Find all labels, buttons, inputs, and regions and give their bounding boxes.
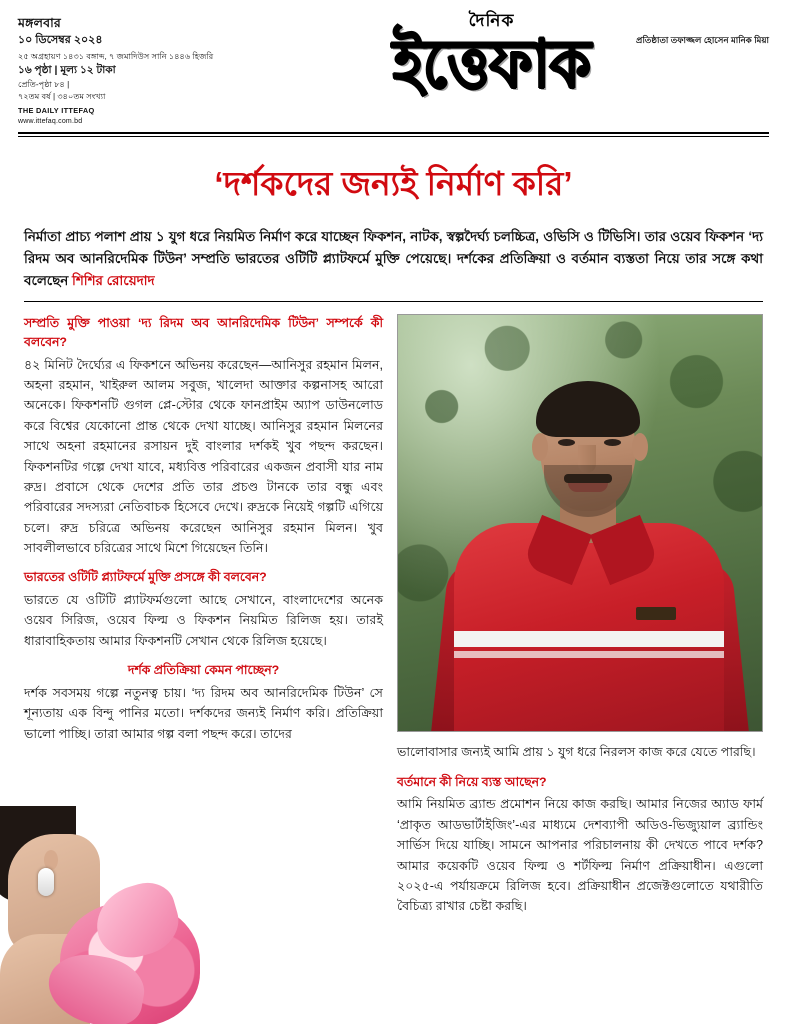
answer-3-continued: ভালোবাসার জন্যই আমি প্রায় ১ যুগ ধরে নিরলস কাজ করে যেতে পারছি। <box>397 745 756 760</box>
answer-2: ভারতে যে ওটিটি প্ল্যাটফর্মগুলো আছে সেখানে, বাংলাদেশের অনেক ওয়েব সিরিজ, ওয়েব ফিল্ম ও ফিকশন নিয়মিত রিলিজ হয়। তারই ধারাবাহিকতায় আমার ফিকশনটি সেখান থেকে রিলিজ হয়েছে। <box>24 593 383 648</box>
page-price: ১৬ পৃষ্ঠা | মূল্য ১২ টাকা <box>18 64 116 77</box>
answer-4: আমি নিয়মিত ব্র্যান্ড প্রমোশন নিয়ে কাজ করছি। আমার নিজের অ্যাড ফার্ম ‘প্রাকৃত আডভার্টাইজিং’-এর মাধ্যমে দেশব্যাপী অডিও-ভিজ্যুয়াল ব্র্যান্ডিং সার্ভিস দিয়ে যাচ্ছি। সামনে আপনার পরিচালনায় কী দেখতে পাবে দর্শক? আমার কয়েকটি ওয়েব ফিল্ম ও শর্টফিল্ম নির্মাণ প্রক্রিয়াধীন। এগুলো ২০২৫-এ পর্যায়ক্রমে রিলিজ হবে। প্রক্রিয়াধীন প্রজেক্টগুলোতে যথারীতি বৈচিত্র্য রাখার চেষ্টা করছি। <box>397 797 763 914</box>
masthead-logo: ইত্তেফাক <box>392 26 591 102</box>
masthead-dateblock <box>18 10 214 127</box>
model-earring <box>38 868 54 896</box>
question-1: সম্প্রতি মুক্তি পাওয়া ‘দ্য রিদম অব আনরিদেমিক টিউন’ সম্পর্কে কী বলবেন? <box>24 316 383 349</box>
masthead <box>18 10 769 125</box>
website-url[interactable]: www.ittefaq.com.bd <box>18 117 83 125</box>
question-3: দর্শক প্রতিক্রিয়া কেমন পাচ্ছেন? <box>127 663 280 678</box>
masthead-divider-thin <box>18 136 769 137</box>
volume-prefix: প্রেতি-পৃষ্ঠা ৮৪ | <box>18 79 70 89</box>
masthead-kicker: দৈনিক <box>468 11 515 30</box>
portrait-photo <box>397 314 763 732</box>
english-title: THE DAILY ITTEFAQ <box>18 106 95 116</box>
question-4: বর্তমানে কী নিয়ে ব্যস্ত আছেন? <box>397 774 547 789</box>
portrait-brow-right <box>602 430 623 435</box>
intro-divider <box>24 301 763 302</box>
page-title: ‘দর্শকদের জন্যই নির্মাণ করি’ <box>214 165 573 202</box>
founder-credit: প্রতিষ্ঠাতা তফাজ্জল হোসেন মানিক মিয়া <box>636 35 769 45</box>
portrait-shirt-stripe-2 <box>454 651 724 658</box>
portrait-brow-left <box>556 430 577 435</box>
publication-date-bn: ২৫ অগ্রহায়ণ ১৪৩১ বঙ্গাব্দ, ৭ জমাদিউস সানি ১৪৪৬ হিজরি <box>18 52 214 62</box>
article-intro <box>24 226 763 291</box>
right-column <box>397 314 763 922</box>
question-2: ভারতের ওটিটি প্ল্যাটফর্মে মুক্তি প্রসঙ্গে কী বলবেন? <box>24 570 267 585</box>
portrait-shirt <box>454 523 724 732</box>
model-ear <box>44 850 58 870</box>
answer-1: ৪২ মিনিট দৈর্ঘ্যের এ ফিকশনে অভিনয় করেছেন—আনিসুর রহমান মিলন, অহনা রহমান, খাইরুল আলম সবুজ, খালেদা আক্তার কল্পনাসহ আরো অনেকে। ফিকশনটি গুগল প্লে-স্টোর থেকে ফানপ্রাইম অ্যাপ ডাউনলোড করে বিশ্বের যেকোনো প্রান্ত থেকে দেখা যাচ্ছে। আনিসুর রহমান মিলনের সাথে অহনা রহমানের রসায়ন দুই বাংলার দর্শকই খুব পছন্দ করছেন। ফিকশনটির গল্পে দেখা যাবে, মধ্যবিত্ত পরিবারের একজন প্রবাসী যার নাম রুদ্র। প্রবাসে থেকে দেশের প্রতি তার প্রচণ্ড টানকে তার বন্ধু এবং পরিবারের সদস্যরা নেতিবাচক হিসেবে দেখে। রুদ্রকে নিয়েই গল্পটি এগিয়ে চলে। রুদ্র চরিত্রে অভিনয় করেছেন আনিসুর রহমান মিলন। খুব সাবলীলভাবে চরিত্রের সাথে মিশে গিয়েছেন তিনি। <box>24 357 383 556</box>
portrait-shirt-logo <box>636 607 676 620</box>
article-byline: শিশির রোয়েদাদ <box>72 272 155 288</box>
secondary-photo <box>0 806 205 1024</box>
publication-day: মঙ্গলবার <box>18 16 62 30</box>
portrait-shirt-stripe <box>454 631 724 647</box>
volume-issue: ৭২তম বর্ষ | ৩৪০তম সংখ্যা <box>18 91 106 101</box>
masthead-divider-thick <box>18 132 769 134</box>
portrait-moustache <box>564 474 612 483</box>
article-intro-text: নির্মাতা প্রাচ্য পলাশ প্রায় ১ যুগ ধরে নিয়মিত নির্মাণ করে যাচ্ছেন ফিকশন, নাটক, স্বল্পদৈর্ঘ্য চলচ্চিত্র, ওভিসি ও টিভিসি। তার ওয়েব ফিকশন ‘দ্য রিদম অব আনরিদেমিক টিউন’ সম্প্রতি ভারতের ওটিটি প্ল্যাটফর্মে মুক্তি পেয়েছে। দর্শকের প্রতিক্রিয়া ও বর্তমান ব্যস্ততা নিয়ে তার সঙ্গে কথা বলেছেন <box>24 229 763 288</box>
answer-3: দর্শক সবসময় গল্পে নতুনত্ব চায়। ‘দ্য রিদম অব আনরিদেমিক টিউন’ সে শূন্যতায় এক বিন্দু পানির মতো। দর্শকদের জন্যই নির্মাণ করি। প্রতিক্রিয়া ভালো পাচ্ছি। তারা আমার গল্প বলা পছন্দ করে। তাদের <box>24 685 383 741</box>
masthead-logo-block <box>214 10 769 102</box>
publication-date-en: ১০ ডিসেম্বর ২০২৪ <box>18 34 103 47</box>
portrait-mouth <box>568 483 608 492</box>
